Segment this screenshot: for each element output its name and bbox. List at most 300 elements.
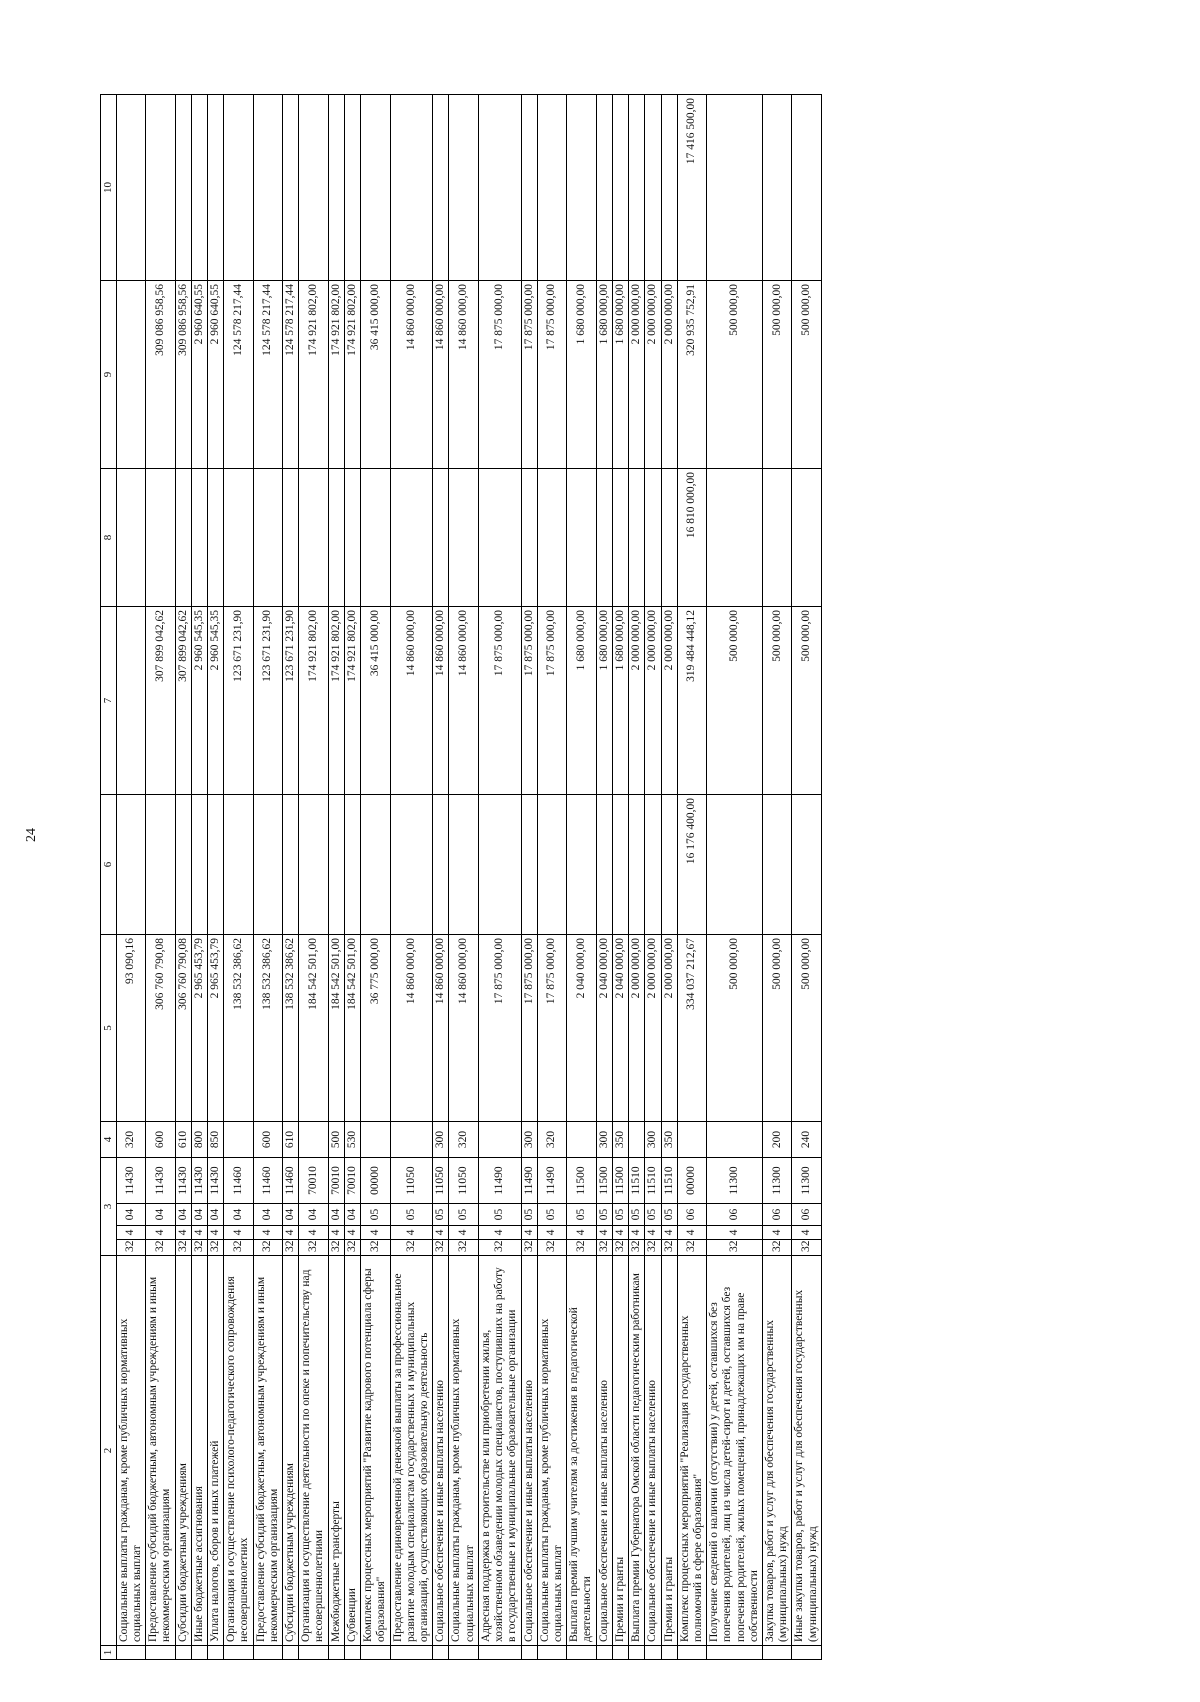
amount-col6-cell (537, 795, 566, 935)
row-index-cell (390, 1646, 433, 1660)
amount-col6-cell (763, 795, 792, 935)
amount-col8-cell (629, 469, 645, 607)
code-section-cell: 05 (645, 1204, 661, 1226)
row-index-cell (612, 1646, 628, 1660)
amount-col10-cell (146, 95, 175, 281)
row-name-cell: Иные закупки товаров, работ и услуг для обеспечения государственных (муниципальных) нужд (792, 1256, 821, 1646)
expense-type-cell (224, 1122, 253, 1158)
amount-col8-cell (253, 469, 282, 607)
code-section-cell: 06 (792, 1204, 821, 1226)
expense-type-cell (677, 1122, 706, 1158)
amount-col5-cell: 17 875 000,00 (521, 935, 537, 1122)
expense-type-cell (361, 1122, 390, 1158)
amount-col5-cell: 2 040 000,00 (612, 935, 628, 1122)
amount-col10-cell (763, 95, 792, 281)
table-row (567, 95, 596, 1660)
code-program-cell: 32 (328, 1240, 344, 1256)
expense-type-cell: 350 (661, 1122, 677, 1158)
amount-col8-cell (792, 469, 821, 607)
code-item-cell: 11500 (612, 1158, 628, 1204)
row-name-cell: Организация и осуществление деятельности по опеке и попечительству над несовершеннолетними (299, 1256, 328, 1646)
amount-col10-cell (707, 95, 763, 281)
row-name-cell: Социальные выплаты гражданам, кроме публичных нормативных социальных выплат (537, 1256, 566, 1646)
amount-col10-cell (361, 95, 390, 281)
code-program-cell: 32 (763, 1240, 792, 1256)
row-index-cell (328, 1646, 344, 1660)
code-subprogram-cell: 4 (191, 1226, 207, 1240)
amount-col10-cell (283, 95, 299, 281)
table-row (253, 95, 282, 1660)
column-number-row (101, 95, 117, 1660)
page-number: 24 (24, 828, 39, 842)
row-name-cell: Комплекс процессных мероприятий "Развитие кадрового потенциала сферы образования" (361, 1256, 390, 1646)
table-row (328, 95, 344, 1660)
row-index-cell (299, 1646, 328, 1660)
amount-col8-cell (596, 469, 612, 607)
code-subprogram-cell: 4 (661, 1226, 677, 1240)
table-row (478, 95, 521, 1660)
amount-col10-cell (344, 95, 360, 281)
amount-col9-cell: 500 000,00 (707, 281, 763, 469)
code-item-cell: 11430 (175, 1158, 191, 1204)
amount-col10-cell (792, 95, 821, 281)
amount-col8-cell (361, 469, 390, 607)
row-index-cell (224, 1646, 253, 1660)
amount-col7-cell: 17 875 000,00 (521, 607, 537, 795)
amount-col10-cell (328, 95, 344, 281)
code-item-cell: 11430 (146, 1158, 175, 1204)
code-section-cell: 04 (175, 1204, 191, 1226)
row-name-cell: Выплата премий лучшим учителям за достижения в педагогической деятельности (567, 1256, 596, 1646)
amount-col9-cell: 320 935 752,91 (677, 281, 706, 469)
amount-col6-cell (661, 795, 677, 935)
row-name-cell: Организация и осуществление психолого-педагогического сопровождения несовершеннолетних (224, 1256, 253, 1646)
expense-type-cell: 200 (763, 1122, 792, 1158)
table-row (645, 95, 661, 1660)
amount-col5-cell: 2 000 000,00 (629, 935, 645, 1122)
table-row (207, 95, 223, 1660)
amount-col5-cell: 334 037 212,67 (677, 935, 706, 1122)
code-subprogram-cell: 4 (390, 1226, 433, 1240)
code-section-cell: 05 (629, 1204, 645, 1226)
row-name-cell: Субвенции (344, 1256, 360, 1646)
code-item-cell: 11430 (207, 1158, 223, 1204)
amount-col5-cell: 2 000 000,00 (645, 935, 661, 1122)
code-subprogram-cell: 4 (344, 1226, 360, 1240)
table-row (283, 95, 299, 1660)
amount-col6-cell (191, 795, 207, 935)
amount-col10-cell (449, 95, 478, 281)
amount-col5-cell: 138 532 386,62 (224, 935, 253, 1122)
table-row (299, 95, 328, 1660)
code-program-cell: 32 (224, 1240, 253, 1256)
amount-col5-cell: 306 760 790,08 (146, 935, 175, 1122)
amount-col5-cell: 36 775 000,00 (361, 935, 390, 1122)
code-program-cell: 32 (792, 1240, 821, 1256)
expense-type-cell: 320 (449, 1122, 478, 1158)
code-item-cell: 11460 (224, 1158, 253, 1204)
amount-col9-cell: 14 860 000,00 (449, 281, 478, 469)
amount-col5-cell: 2 040 000,00 (567, 935, 596, 1122)
row-index-cell (629, 1646, 645, 1660)
code-section-cell: 04 (116, 1204, 145, 1226)
code-subprogram-cell: 4 (299, 1226, 328, 1240)
code-subprogram-cell: 4 (224, 1226, 253, 1240)
table-row (175, 95, 191, 1660)
amount-col7-cell: 174 921 802,00 (299, 607, 328, 795)
column-number: 1 (101, 1646, 117, 1660)
code-item-cell: 11500 (596, 1158, 612, 1204)
row-index-cell (567, 1646, 596, 1660)
row-name-cell: Иные бюджетные ассигнования (191, 1256, 207, 1646)
amount-col5-cell: 14 860 000,00 (449, 935, 478, 1122)
code-section-cell: 06 (707, 1204, 763, 1226)
row-index-cell (207, 1646, 223, 1660)
expense-type-cell (478, 1122, 521, 1158)
table-row (537, 95, 566, 1660)
code-section-cell: 05 (390, 1204, 433, 1226)
code-item-cell: 11050 (390, 1158, 433, 1204)
amount-col9-cell: 124 578 217,44 (253, 281, 282, 469)
code-program-cell: 32 (390, 1240, 433, 1256)
table-row (629, 95, 645, 1660)
row-index-cell (537, 1646, 566, 1660)
amount-col9-cell: 1 680 000,00 (567, 281, 596, 469)
amount-col9-cell (116, 281, 145, 469)
amount-col7-cell: 2 000 000,00 (629, 607, 645, 795)
amount-col7-cell: 307 899 042,62 (146, 607, 175, 795)
code-section-cell: 04 (283, 1204, 299, 1226)
amount-col8-cell (299, 469, 328, 607)
amount-col5-cell: 14 860 000,00 (433, 935, 449, 1122)
code-subprogram-cell: 4 (146, 1226, 175, 1240)
amount-col7-cell: 123 671 231,90 (253, 607, 282, 795)
amount-col8-cell (328, 469, 344, 607)
amount-col5-cell: 500 000,00 (763, 935, 792, 1122)
code-item-cell: 11050 (433, 1158, 449, 1204)
amount-col9-cell: 124 578 217,44 (283, 281, 299, 469)
amount-col5-cell: 2 965 453,79 (207, 935, 223, 1122)
amount-col9-cell: 17 875 000,00 (537, 281, 566, 469)
amount-col5-cell: 306 760 790,08 (175, 935, 191, 1122)
table-row (146, 95, 175, 1660)
table-row (792, 95, 821, 1660)
expense-type-cell: 300 (596, 1122, 612, 1158)
amount-col8-cell (645, 469, 661, 607)
code-subprogram-cell: 4 (207, 1226, 223, 1240)
amount-col7-cell: 174 921 802,00 (328, 607, 344, 795)
code-program-cell: 32 (629, 1240, 645, 1256)
row-index-cell (677, 1646, 706, 1660)
amount-col7-cell: 500 000,00 (792, 607, 821, 795)
table-row (433, 95, 449, 1660)
amount-col10-cell (567, 95, 596, 281)
code-item-cell: 11430 (191, 1158, 207, 1204)
amount-col5-cell: 184 542 501,00 (299, 935, 328, 1122)
table-row (661, 95, 677, 1660)
column-number: 10 (101, 95, 117, 281)
code-item-cell: 11460 (253, 1158, 282, 1204)
amount-col8-cell (390, 469, 433, 607)
code-section-cell: 05 (661, 1204, 677, 1226)
amount-col5-cell: 184 542 501,00 (344, 935, 360, 1122)
code-item-cell: 11490 (478, 1158, 521, 1204)
expense-type-cell (390, 1122, 433, 1158)
row-index-cell (175, 1646, 191, 1660)
code-program-cell: 32 (299, 1240, 328, 1256)
amount-col10-cell (207, 95, 223, 281)
amount-col8-cell (521, 469, 537, 607)
code-section-cell: 05 (433, 1204, 449, 1226)
amount-col8-cell (478, 469, 521, 607)
amount-col6-cell (449, 795, 478, 935)
amount-col7-cell: 14 860 000,00 (433, 607, 449, 795)
code-program-cell: 32 (191, 1240, 207, 1256)
row-name-cell: Социальное обеспечение и иные выплаты населению (645, 1256, 661, 1646)
code-program-cell: 32 (661, 1240, 677, 1256)
row-name-cell: Закупка товаров, работ и услуг для обеспечения государственных (муниципальных) нужд (763, 1256, 792, 1646)
code-section-cell: 05 (521, 1204, 537, 1226)
amount-col6-cell (433, 795, 449, 935)
code-subprogram-cell: 4 (175, 1226, 191, 1240)
amount-col6-cell (344, 795, 360, 935)
amount-col5-cell: 138 532 386,62 (253, 935, 282, 1122)
code-subprogram-cell: 4 (361, 1226, 390, 1240)
code-section-cell: 06 (763, 1204, 792, 1226)
code-program-cell: 32 (449, 1240, 478, 1256)
row-index-cell (283, 1646, 299, 1660)
row-name-cell: Субсидии бюджетным учреждениям (283, 1256, 299, 1646)
row-name-cell: Социальное обеспечение и иные выплаты населению (433, 1256, 449, 1646)
row-index-cell (661, 1646, 677, 1660)
amount-col7-cell (116, 607, 145, 795)
code-section-cell: 05 (537, 1204, 566, 1226)
code-section-cell: 04 (207, 1204, 223, 1226)
table-row (763, 95, 792, 1660)
amount-col7-cell: 500 000,00 (707, 607, 763, 795)
expense-type-cell: 240 (792, 1122, 821, 1158)
amount-col7-cell: 1 680 000,00 (612, 607, 628, 795)
amount-col9-cell: 1 680 000,00 (612, 281, 628, 469)
amount-col5-cell: 2 965 453,79 (191, 935, 207, 1122)
row-index-cell (344, 1646, 360, 1660)
amount-col7-cell: 2 960 545,35 (207, 607, 223, 795)
row-index-cell (191, 1646, 207, 1660)
amount-col10-cell (612, 95, 628, 281)
amount-col8-cell (146, 469, 175, 607)
amount-col8-cell (344, 469, 360, 607)
code-subprogram-cell: 4 (677, 1226, 706, 1240)
amount-col7-cell: 17 875 000,00 (537, 607, 566, 795)
amount-col6-cell (645, 795, 661, 935)
expense-type-cell (629, 1122, 645, 1158)
amount-col5-cell: 500 000,00 (707, 935, 763, 1122)
amount-col10-cell (521, 95, 537, 281)
row-name-cell: Субсидии бюджетным учреждениям (175, 1256, 191, 1646)
row-name-cell: Межбюджетные трансферты (328, 1256, 344, 1646)
code-subprogram-cell: 4 (328, 1226, 344, 1240)
code-item-cell: 11510 (661, 1158, 677, 1204)
amount-col10-cell (596, 95, 612, 281)
amount-col5-cell: 17 875 000,00 (478, 935, 521, 1122)
code-item-cell: 11510 (629, 1158, 645, 1204)
amount-col5-cell: 184 542 501,00 (328, 935, 344, 1122)
expense-type-cell: 600 (253, 1122, 282, 1158)
code-section-cell: 04 (253, 1204, 282, 1226)
amount-col5-cell: 93 090,16 (116, 935, 145, 1122)
amount-col8-cell (175, 469, 191, 607)
amount-col10-cell (224, 95, 253, 281)
code-item-cell: 11050 (449, 1158, 478, 1204)
amount-col10-cell (191, 95, 207, 281)
row-index-cell (253, 1646, 282, 1660)
code-section-cell: 04 (328, 1204, 344, 1226)
row-index-cell (645, 1646, 661, 1660)
amount-col8-cell (707, 469, 763, 607)
amount-col6-cell (792, 795, 821, 935)
code-item-cell: 00000 (677, 1158, 706, 1204)
row-name-cell: Премии и гранты (612, 1256, 628, 1646)
amount-col8-cell (224, 469, 253, 607)
amount-col8-cell (612, 469, 628, 607)
code-section-cell: 04 (224, 1204, 253, 1226)
table-row (344, 95, 360, 1660)
code-section-cell: 04 (191, 1204, 207, 1226)
amount-col8-cell (191, 469, 207, 607)
amount-col7-cell: 123 671 231,90 (224, 607, 253, 795)
code-section-cell: 05 (596, 1204, 612, 1226)
amount-col9-cell: 500 000,00 (763, 281, 792, 469)
amount-col6-cell (361, 795, 390, 935)
code-item-cell: 70010 (344, 1158, 360, 1204)
code-program-cell: 32 (677, 1240, 706, 1256)
amount-col9-cell: 17 875 000,00 (521, 281, 537, 469)
row-name-cell: Получение сведений о наличии (отсутствии) у детей, оставшихся без попечения родителей, лиц из числа детей-сирот и детей, оставшихся без попечения родителей, жилых помещений, принадлежащих им на праве собственности (707, 1256, 763, 1646)
amount-col7-cell: 17 875 000,00 (478, 607, 521, 795)
expense-type-cell: 610 (283, 1122, 299, 1158)
code-program-cell: 32 (433, 1240, 449, 1256)
code-section-cell: 04 (344, 1204, 360, 1226)
code-subprogram-cell: 4 (707, 1226, 763, 1240)
code-subprogram-cell: 4 (645, 1226, 661, 1240)
amount-col8-cell (449, 469, 478, 607)
row-name-cell: Премии и гранты (661, 1256, 677, 1646)
amount-col7-cell: 307 899 042,62 (175, 607, 191, 795)
amount-col9-cell: 2 000 000,00 (629, 281, 645, 469)
amount-col9-cell: 17 875 000,00 (478, 281, 521, 469)
code-item-cell: 70010 (299, 1158, 328, 1204)
row-name-cell: Предоставление субсидий бюджетным, автономным учреждениям и иным некоммерческим организациям (146, 1256, 175, 1646)
code-section-cell: 05 (361, 1204, 390, 1226)
table-row (612, 95, 628, 1660)
amount-col6-cell (207, 795, 223, 935)
amount-col6-cell (116, 795, 145, 935)
code-item-cell: 11490 (521, 1158, 537, 1204)
expense-type-cell (299, 1122, 328, 1158)
code-item-cell: 11300 (763, 1158, 792, 1204)
row-index-cell (792, 1646, 821, 1660)
code-section-cell: 05 (478, 1204, 521, 1226)
amount-col6-cell (596, 795, 612, 935)
column-number: 7 (101, 607, 117, 795)
expense-type-cell: 300 (645, 1122, 661, 1158)
amount-col6-cell (253, 795, 282, 935)
amount-col10-cell (175, 95, 191, 281)
amount-col8-cell (567, 469, 596, 607)
code-section-cell: 05 (449, 1204, 478, 1226)
code-program-cell: 32 (344, 1240, 360, 1256)
amount-col9-cell: 2 960 640,55 (191, 281, 207, 469)
amount-col10-cell (390, 95, 433, 281)
code-subprogram-cell: 4 (567, 1226, 596, 1240)
amount-col7-cell: 500 000,00 (763, 607, 792, 795)
row-index-cell (361, 1646, 390, 1660)
row-name-cell: Социальные выплаты гражданам, кроме публичных нормативных социальных выплат (449, 1256, 478, 1646)
code-program-cell: 32 (567, 1240, 596, 1256)
budget-table-container (100, 95, 1100, 1660)
code-subprogram-cell: 4 (521, 1226, 537, 1240)
row-index-cell (146, 1646, 175, 1660)
code-item-cell: 11500 (567, 1158, 596, 1204)
amount-col7-cell: 36 415 000,00 (361, 607, 390, 795)
amount-col9-cell: 36 415 000,00 (361, 281, 390, 469)
amount-col7-cell: 2 000 000,00 (661, 607, 677, 795)
amount-col8-cell: 16 810 000,00 (677, 469, 706, 607)
column-number: 5 (101, 935, 117, 1122)
expense-type-cell: 610 (175, 1122, 191, 1158)
row-index-cell (521, 1646, 537, 1660)
table-row (390, 95, 433, 1660)
amount-col7-cell: 2 000 000,00 (645, 607, 661, 795)
amount-col7-cell: 14 860 000,00 (390, 607, 433, 795)
amount-col5-cell: 17 875 000,00 (537, 935, 566, 1122)
column-number: 9 (101, 281, 117, 469)
amount-col5-cell: 2 000 000,00 (661, 935, 677, 1122)
code-program-cell: 32 (253, 1240, 282, 1256)
row-name-cell: Адресная поддержка в строительстве или приобретении жилья, хозяйственном обзаведении молодых специалистов, поступивших на работу в государственные и муниципальные образовательные организации (478, 1256, 521, 1646)
code-program-cell: 32 (645, 1240, 661, 1256)
expense-type-cell: 600 (146, 1122, 175, 1158)
expense-type-cell: 850 (207, 1122, 223, 1158)
amount-col10-cell (537, 95, 566, 281)
amount-col6-cell (478, 795, 521, 935)
row-index-cell (449, 1646, 478, 1660)
amount-col8-cell (763, 469, 792, 607)
amount-col6-cell: 16 176 400,00 (677, 795, 706, 935)
code-item-cell: 11460 (283, 1158, 299, 1204)
code-subprogram-cell: 4 (792, 1226, 821, 1240)
table-row (521, 95, 537, 1660)
amount-col10-cell: 17 416 500,00 (677, 95, 706, 281)
row-index-cell (478, 1646, 521, 1660)
amount-col9-cell: 14 860 000,00 (433, 281, 449, 469)
code-item-cell: 00000 (361, 1158, 390, 1204)
amount-col10-cell (299, 95, 328, 281)
code-section-cell: 05 (612, 1204, 628, 1226)
code-program-cell: 32 (537, 1240, 566, 1256)
code-program-cell: 32 (361, 1240, 390, 1256)
column-number: 2 (101, 1256, 117, 1646)
amount-col10-cell (645, 95, 661, 281)
column-number: 8 (101, 469, 117, 607)
code-subprogram-cell: 4 (253, 1226, 282, 1240)
amount-col10-cell (661, 95, 677, 281)
amount-col9-cell: 174 921 802,00 (344, 281, 360, 469)
amount-col6-cell (299, 795, 328, 935)
code-subprogram-cell: 4 (537, 1226, 566, 1240)
amount-col6-cell (175, 795, 191, 935)
code-section-cell: 04 (146, 1204, 175, 1226)
